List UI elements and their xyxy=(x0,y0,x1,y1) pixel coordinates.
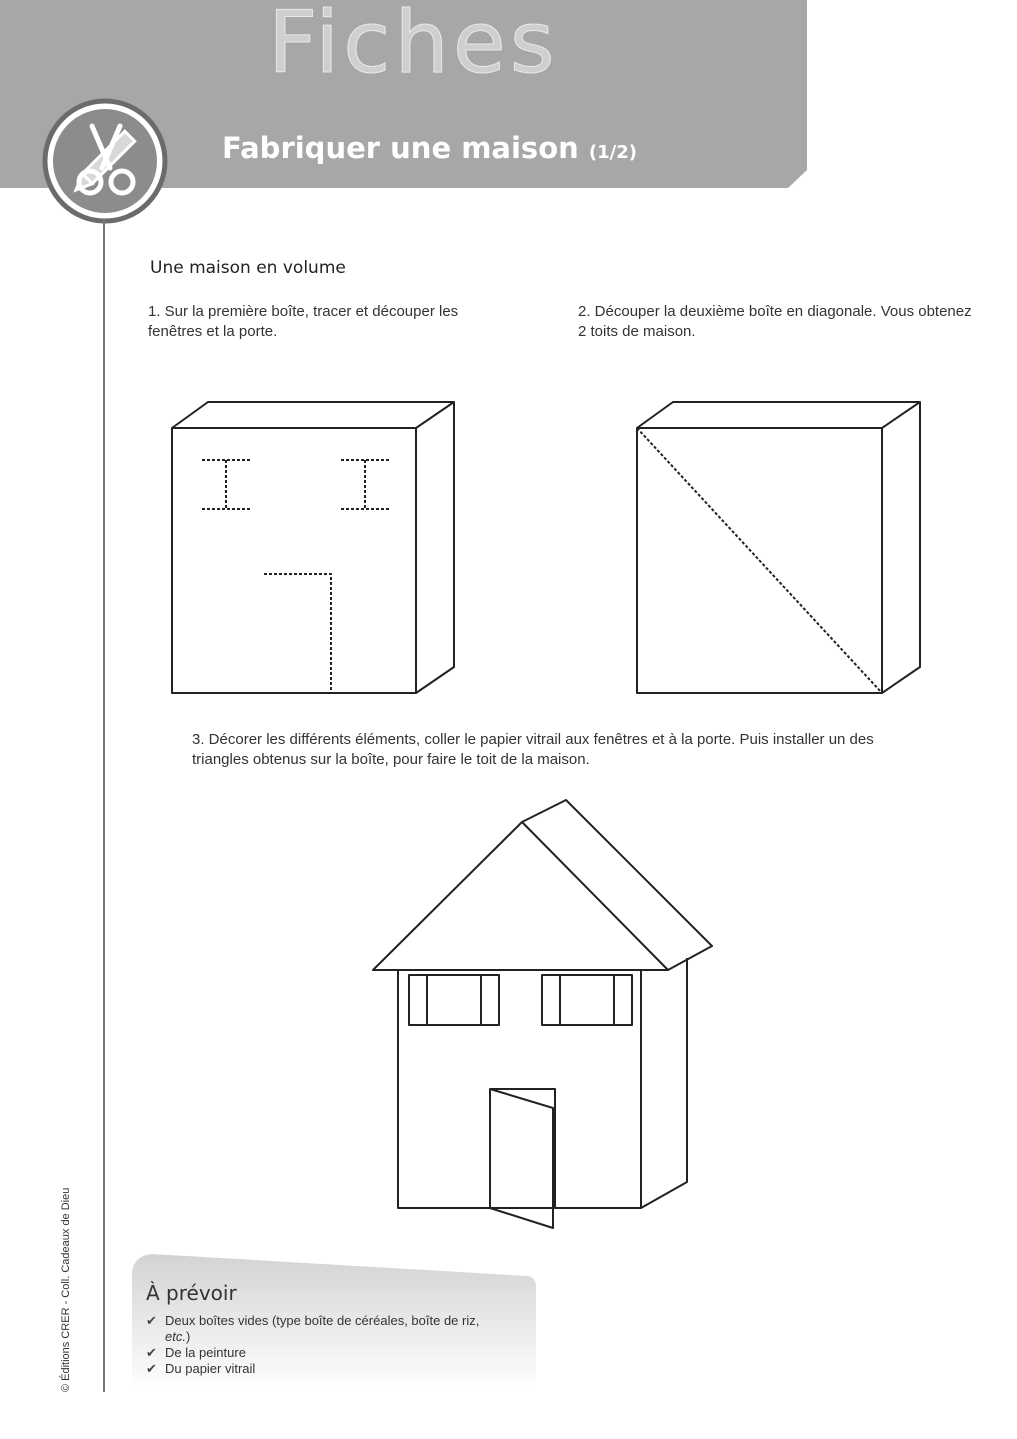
materials-title: À prévoir xyxy=(146,1281,237,1305)
materials-item-text: Du papier vitrail xyxy=(165,1361,256,1376)
box-with-cut-lines xyxy=(172,402,454,693)
checkmark-icon: ✔ xyxy=(146,1313,157,1328)
checkmark-icon: ✔ xyxy=(146,1345,157,1360)
section-heading: Une maison en volume xyxy=(150,258,346,278)
step-3-text: 3. Décorer les différents éléments, coller le papier vitrail aux fenêtres et à la porte. Puis installer un des triangles obtenus sur la boîte, pour faire le toit de la maison. xyxy=(192,731,874,768)
box-with-diagonal-cut xyxy=(637,402,920,693)
materials-list xyxy=(146,1313,506,1377)
materials-item xyxy=(146,1313,506,1345)
step-2-text: 2. Découper la deuxième boîte en diagonale. Vous obtenez 2 toits de maison. xyxy=(578,303,972,340)
page-title-text: Fabriquer une maison xyxy=(222,131,579,165)
materials-item-text: Deux boîtes vides (type boîte de céréales, boîte de riz, xyxy=(165,1313,480,1328)
step-1-text: 1. Sur la première boîte, tracer et découper les fenêtres et la porte. xyxy=(148,303,459,340)
materials-item-tail: ) xyxy=(185,1329,191,1344)
materials-item-emph: etc. xyxy=(165,1329,186,1344)
checkmark-icon: ✔ xyxy=(146,1361,157,1376)
copyright-notice: © Éditions CRER - Coll. Cadeaux de Dieu xyxy=(60,1187,72,1392)
page-title-part: (1/2) xyxy=(588,142,637,163)
materials-item xyxy=(146,1345,506,1361)
materials-item xyxy=(146,1361,506,1377)
materials-item-text: De la peinture xyxy=(165,1345,246,1360)
finished-house xyxy=(373,800,712,1228)
series-watermark-word: Fiches xyxy=(268,0,559,93)
